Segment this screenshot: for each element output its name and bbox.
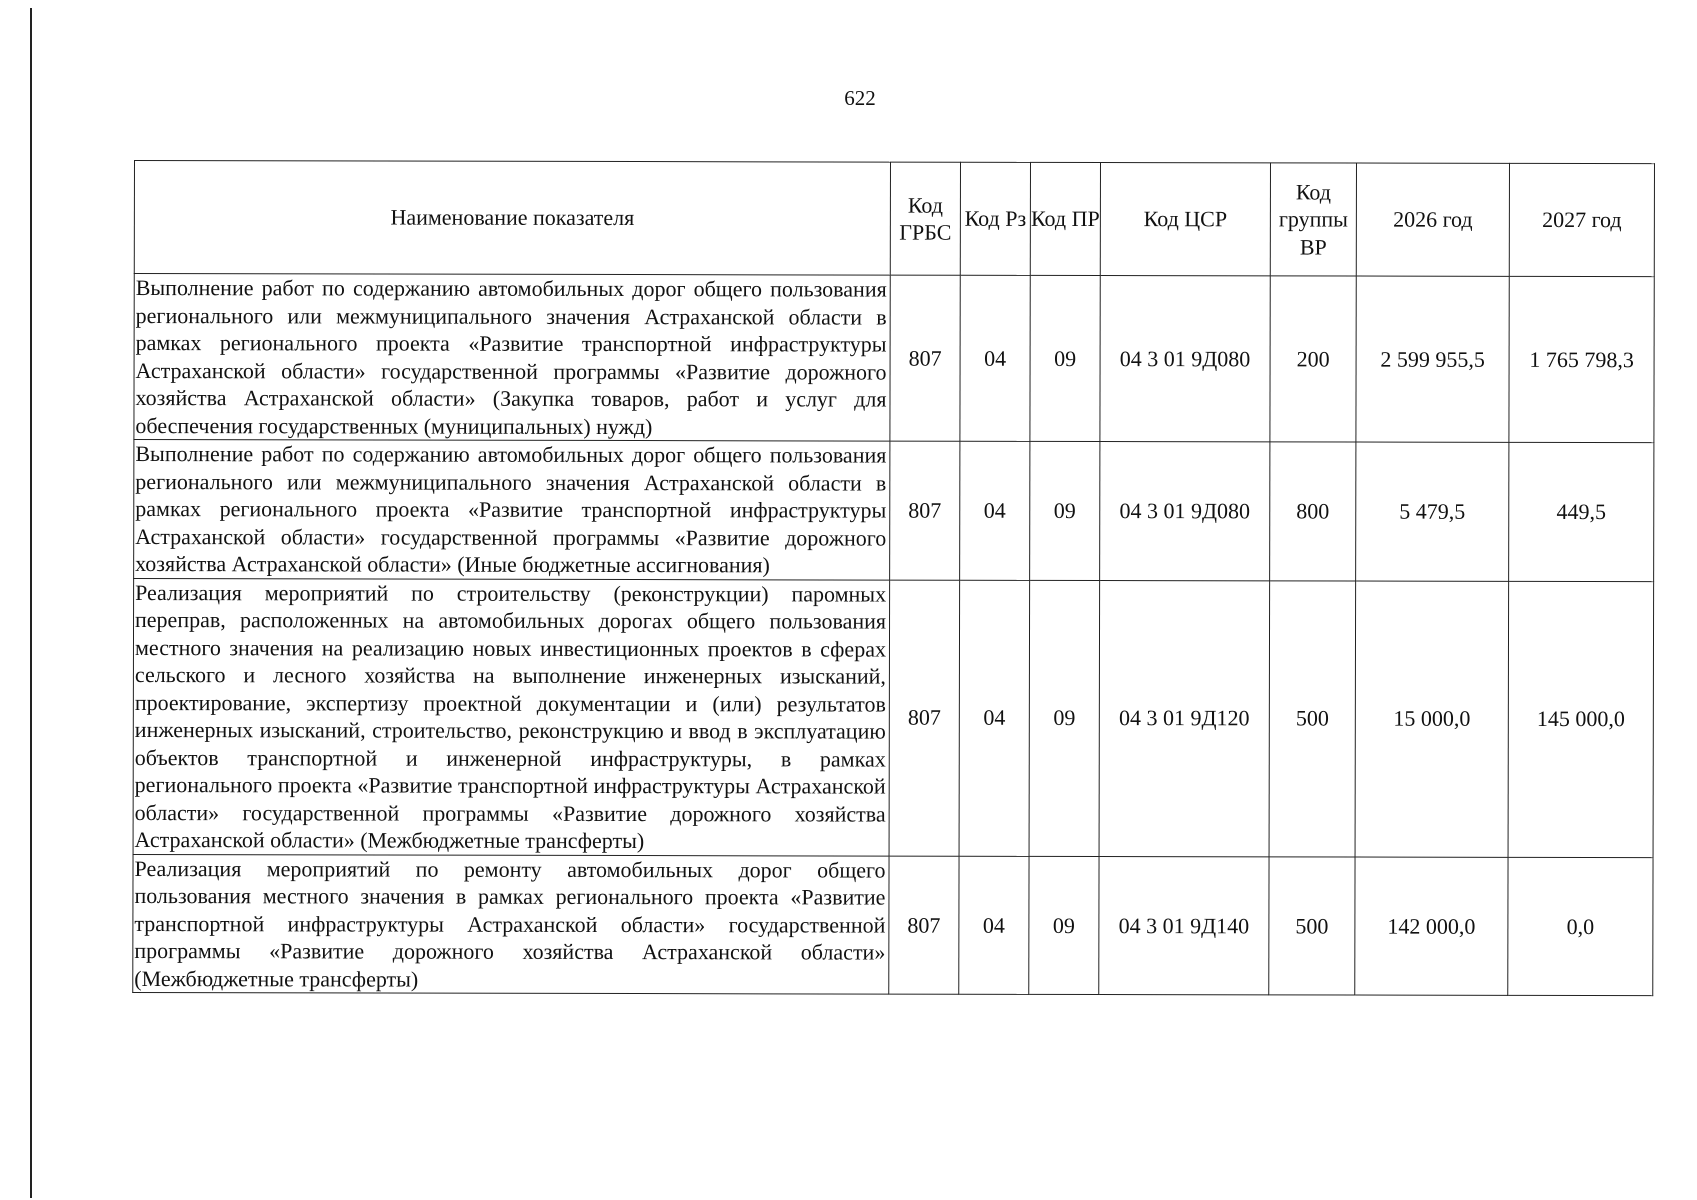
row-amount-2027: 449,5 xyxy=(1509,442,1654,581)
row-pr-code: 09 xyxy=(1030,441,1100,580)
header-grbs-code: Код ГРБС xyxy=(890,162,960,275)
row-vr-code: 200 xyxy=(1270,276,1356,442)
row-pr-code: 09 xyxy=(1029,856,1099,995)
row-amount-2026: 2 599 955,5 xyxy=(1356,276,1509,442)
row-csr-code: 04 3 01 9Д120 xyxy=(1099,580,1270,856)
row-pr-code: 09 xyxy=(1029,580,1100,856)
row-indicator-name: Выполнение работ по содержанию автомобильных дорог общего пользования регионального или межмуниципального значения Астраханской области в рамках регионального проекта «Развитие транспортной инфраструктуры Астраханской области» государственной программы «Развитие дорожного хозяйства Астраханской области» (Закупка товаров, работ и услуг для обеспечения государственных (муниципальных) нужд) xyxy=(134,274,890,442)
row-rz-code: 04 xyxy=(959,580,1030,856)
row-amount-2026: 142 000,0 xyxy=(1355,857,1508,996)
row-amount-2027: 1 765 798,3 xyxy=(1509,276,1654,442)
row-pr-code: 09 xyxy=(1030,275,1100,441)
table-header-row xyxy=(134,161,1654,277)
row-csr-code: 04 3 01 9Д080 xyxy=(1100,442,1270,581)
row-amount-2026: 5 479,5 xyxy=(1356,442,1509,581)
row-grbs-code: 807 xyxy=(890,275,960,441)
row-vr-code: 800 xyxy=(1270,442,1356,581)
row-indicator-name: Реализация мероприятий по строительству (реконструкции) паромных переправ, расположенных на автомобильных дорогах общего пользования местного значения на реализацию новых инвестиционных проектов в сферах сельского и лесного хозяйства на выполнение инженерных изысканий, проектирование, экспертизу проектной документации и (или) результатов инженерных изысканий, строительство, реконструкцию и ввод в эксплуатацию объектов транспортной и инженерной инфраструктуры, в рамках регионального проекта «Развитие транспортной инфраструктуры Астраханской области» государственной программы «Развитие дорожного хозяйства Астраханской области» (Межбюджетные трансферты) xyxy=(133,578,890,856)
row-grbs-code: 807 xyxy=(890,441,960,580)
row-vr-code: 500 xyxy=(1269,580,1356,856)
header-year-2027: 2027 год xyxy=(1509,163,1654,276)
header-csr-code: Код ЦСР xyxy=(1100,163,1270,276)
row-amount-2026: 15 000,0 xyxy=(1355,581,1509,857)
header-vr-group-code: Код группы ВР xyxy=(1270,163,1356,276)
row-rz-code: 04 xyxy=(960,275,1030,441)
page-number: 622 xyxy=(844,86,876,110)
row-indicator-name: Выполнение работ по содержанию автомобильных дорог общего пользования регионального или межмуниципального значения Астраханской области в рамках регионального проекта «Развитие транспортной инфраструктуры Астраханской области» государственной программы «Развитие дорожного хозяйства Астраханской области» (Иные бюджетные ассигнования) xyxy=(134,440,890,580)
table-row xyxy=(133,854,1653,996)
table-row xyxy=(133,578,1654,857)
row-csr-code: 04 3 01 9Д080 xyxy=(1100,276,1270,442)
table-row xyxy=(134,440,1654,582)
header-rz-code: Код Рз xyxy=(960,162,1030,275)
row-csr-code: 04 3 01 9Д140 xyxy=(1099,856,1269,995)
row-indicator-name: Реализация мероприятий по ремонту автомобильных дорог общего пользования местного значения в рамках регионального проекта «Развитие транспортной инфраструктуры Астраханской области» государственной программы «Развитие дорожного хозяйства Астраханской области» (Межбюджетные трансферты) xyxy=(133,854,889,994)
row-grbs-code: 807 xyxy=(889,580,960,856)
row-amount-2027: 0,0 xyxy=(1508,857,1653,996)
header-pr-code: Код ПР xyxy=(1030,162,1100,275)
row-rz-code: 04 xyxy=(960,441,1030,580)
budget-table xyxy=(132,160,1655,996)
header-indicator-name: Наименование показателя xyxy=(134,161,890,276)
row-vr-code: 500 xyxy=(1269,856,1355,995)
row-rz-code: 04 xyxy=(959,856,1029,995)
binding-margin-line xyxy=(30,8,32,1198)
table-row xyxy=(134,274,1654,443)
header-year-2026: 2026 год xyxy=(1356,163,1509,276)
row-amount-2027: 145 000,0 xyxy=(1508,581,1654,857)
row-grbs-code: 807 xyxy=(889,856,959,995)
